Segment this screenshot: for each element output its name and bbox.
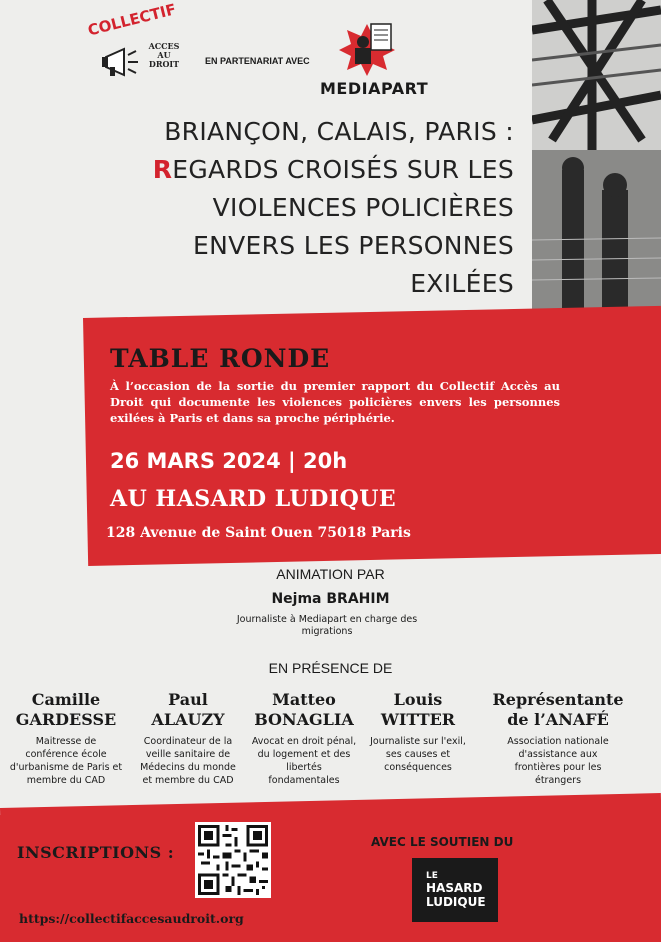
page-title [60,113,514,303]
title-drop-letter: R [152,155,173,184]
megaphone-icon [102,45,142,84]
speaker-first-name: Représentante [492,690,624,709]
hasard-logo-line: LE [426,871,438,881]
speaker-first-name: Paul [168,690,208,709]
speaker-card [250,690,358,787]
speaker-card [364,690,472,774]
event-venue: AU HASARD LUDIQUE [110,486,397,512]
event-date: 26 MARS 2024 | 20h [110,449,348,473]
support-label: AVEC LE SOUTIEN DU [371,835,514,849]
speaker-first-name: Matteo [272,690,336,709]
qr-code-icon[interactable] [195,822,271,898]
speaker-last-name: ALAUZY [151,710,225,729]
speaker-card [482,690,634,787]
bridge-photo [532,0,661,330]
speaker-last-name: BONAGLIA [254,710,354,729]
hasard-logo-line: HASARD [426,881,483,895]
mediapart-logo-icon [337,22,397,77]
collectif-logo-word: COLLECTIF [86,0,178,40]
hasard-logo-line: LUDIQUE [426,895,486,909]
presence-heading: EN PRÉSENCE DE [268,660,393,676]
partnership-label: EN PARTENARIAT AVEC [205,56,310,66]
speaker-role: Maitresse de conférence école d'urbanisme de Paris et membre du CAD [9,736,123,786]
speaker-first-name: Camille [31,690,101,709]
speaker-card [8,690,124,787]
speaker-role: Journaliste sur l'exil, ses causes et conséquences [370,736,466,773]
title-line-1: BRIANÇON, CALAIS, PARIS : [164,117,514,146]
title-line-3: VIOLENCES POLICIÈRES [212,193,514,222]
registration-link[interactable]: https://collectifaccesaudroit.org [19,911,244,926]
title-line-5: EXILÉES [410,269,514,298]
speaker-last-name: de l’ANAFÉ [507,710,609,729]
title-line-2 [60,151,514,189]
moderator-role: Journaliste à Mediapart en charge des migrations [236,614,418,637]
event-description: À l’occasion de la sortie du premier rapport du Collectif Accès au Droit qui documente les violences policières envers les personnes exilées à Paris et dans sa proche périphérie. [110,379,560,425]
collectif-logo-sub: ACCES AU DROIT [148,41,180,69]
speaker-card [134,690,242,787]
speaker-first-name: Louis [393,690,443,709]
mediapart-wordmark: MEDIAPART [320,79,429,98]
animation-heading: ANIMATION PAR [276,566,385,582]
title-line-4: ENVERS LES PERSONNES [193,231,514,260]
title-line-2-rest: EGARDS CROISÉS SUR LES [172,155,514,184]
hasard-ludique-logo [412,858,498,922]
event-address: 128 Avenue de Saint Ouen 75018 Paris [106,525,411,541]
speaker-role: Coordinateur de la veille sanitaire de Médecins du monde et membre du CAD [140,736,236,786]
speaker-last-name: GARDESSE [15,710,117,729]
speaker-role: Association nationale d'assistance aux frontières pour les étrangers [507,736,609,786]
speaker-role: Avocat en droit pénal, du logement et des libertés fondamentales [251,736,357,786]
moderator-name: Nejma BRAHIM [271,591,390,607]
event-heading: TABLE RONDE [110,344,331,373]
inscriptions-label: INSCRIPTIONS : [17,843,175,862]
speaker-last-name: WITTER [380,710,456,729]
